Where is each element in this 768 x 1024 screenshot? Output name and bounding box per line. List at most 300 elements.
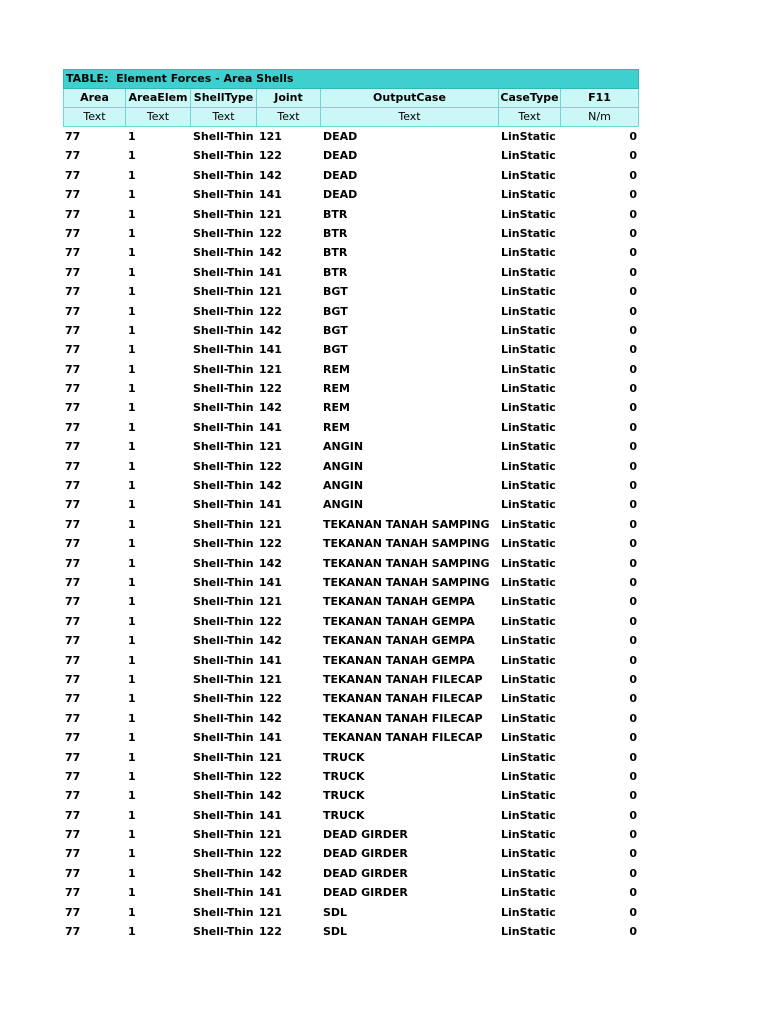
area-cell: 77 [65,188,81,202]
casetype-cell: LinStatic [501,304,556,318]
column-header-row [63,89,639,108]
joint-cell: 122 [259,847,282,861]
areaelem-cell: 1 [128,323,136,337]
outputcase-cell: REM [323,382,350,396]
units-header-row [63,108,639,127]
f11-cell: 0 [629,595,637,609]
areaelem-cell: 1 [128,226,136,240]
joint-cell: 121 [259,672,282,686]
shelltype-cell: Shell-Thin [193,847,254,861]
areaelem-cell: 1 [128,828,136,842]
casetype-cell: LinStatic [501,731,556,745]
shelltype-cell: Shell-Thin [193,382,254,396]
outputcase-cell: SDL [323,905,348,919]
outputcase-cell: TEKANAN TANAH SAMPING [323,517,490,531]
f11-cell: 0 [629,750,637,764]
areaelem-cell: 1 [128,866,136,880]
shelltype-cell: Shell-Thin [193,440,254,454]
table-row [63,263,639,282]
joint-cell: 142 [259,556,282,570]
joint-cell: 142 [259,789,282,803]
outputcase-cell: TEKANAN TANAH SAMPING [323,575,490,589]
joint-cell: 121 [259,285,282,299]
joint-cell: 121 [259,207,282,221]
outputcase-cell: REM [323,401,350,415]
area-cell: 77 [65,149,81,163]
table-row [63,340,639,359]
header-areaelem: AreaElem [126,89,191,108]
table-row [63,146,639,165]
area-cell: 77 [65,168,81,182]
shelltype-cell: Shell-Thin [193,188,254,202]
unit-casetype: Text [499,108,561,127]
area-cell: 77 [65,886,81,900]
areaelem-cell: 1 [128,285,136,299]
casetype-cell: LinStatic [501,886,556,900]
table-row [63,786,639,805]
header-casetype: CaseType [499,89,561,108]
casetype-cell: LinStatic [501,323,556,337]
area-cell: 77 [65,304,81,318]
joint-cell: 121 [259,362,282,376]
f11-cell: 0 [629,731,637,745]
f11-cell: 0 [629,556,637,570]
casetype-cell: LinStatic [501,711,556,725]
shelltype-cell: Shell-Thin [193,226,254,240]
areaelem-cell: 1 [128,401,136,415]
areaelem-cell: 1 [128,207,136,221]
outputcase-cell: BGT [323,285,348,299]
table-row [63,224,639,243]
outputcase-cell: DEAD GIRDER [323,828,408,842]
unit-outputcase: Text [321,108,499,127]
area-cell: 77 [65,537,81,551]
casetype-cell: LinStatic [501,382,556,396]
joint-cell: 141 [259,886,282,900]
f11-cell: 0 [629,517,637,531]
f11-cell: 0 [629,672,637,686]
table-row [63,321,639,340]
casetype-cell: LinStatic [501,479,556,493]
shelltype-cell: Shell-Thin [193,420,254,434]
table-row [63,612,639,631]
joint-cell: 141 [259,188,282,202]
table-row [63,127,639,146]
f11-cell: 0 [629,653,637,667]
areaelem-cell: 1 [128,789,136,803]
shelltype-cell: Shell-Thin [193,866,254,880]
joint-cell: 142 [259,401,282,415]
shelltype-cell: Shell-Thin [193,479,254,493]
area-cell: 77 [65,323,81,337]
f11-cell: 0 [629,285,637,299]
outputcase-cell: REM [323,420,350,434]
area-cell: 77 [65,731,81,745]
areaelem-cell: 1 [128,343,136,357]
outputcase-cell: TEKANAN TANAH GEMPA [323,634,475,648]
area-cell: 77 [65,517,81,531]
casetype-cell: LinStatic [501,769,556,783]
area-cell: 77 [65,343,81,357]
areaelem-cell: 1 [128,556,136,570]
area-cell: 77 [65,382,81,396]
joint-cell: 141 [259,731,282,745]
header-f11: F11 [561,89,639,108]
casetype-cell: LinStatic [501,556,556,570]
area-cell: 77 [65,847,81,861]
area-cell: 77 [65,711,81,725]
casetype-cell: LinStatic [501,925,556,939]
area-cell: 77 [65,575,81,589]
f11-cell: 0 [629,323,637,337]
f11-cell: 0 [629,769,637,783]
outputcase-cell: ANGIN [323,498,364,512]
shelltype-cell: Shell-Thin [193,672,254,686]
areaelem-cell: 1 [128,692,136,706]
f11-cell: 0 [629,226,637,240]
shelltype-cell: Shell-Thin [193,362,254,376]
casetype-cell: LinStatic [501,401,556,415]
areaelem-cell: 1 [128,498,136,512]
outputcase-cell: DEAD GIRDER [323,847,408,861]
shelltype-cell: Shell-Thin [193,653,254,667]
outputcase-cell: TRUCK [323,750,365,764]
joint-cell: 122 [259,537,282,551]
area-cell: 77 [65,246,81,260]
f11-cell: 0 [629,188,637,202]
areaelem-cell: 1 [128,440,136,454]
outputcase-cell: DEAD [323,149,358,163]
outputcase-cell: DEAD GIRDER [323,866,408,880]
area-cell: 77 [65,479,81,493]
outputcase-cell: TEKANAN TANAH GEMPA [323,595,475,609]
shelltype-cell: Shell-Thin [193,537,254,551]
table-row [63,205,639,224]
table-row [63,864,639,883]
shelltype-cell: Shell-Thin [193,828,254,842]
area-cell: 77 [65,207,81,221]
casetype-cell: LinStatic [501,634,556,648]
joint-cell: 142 [259,323,282,337]
area-cell: 77 [65,459,81,473]
outputcase-cell: REM [323,362,350,376]
table-row [63,185,639,204]
shelltype-cell: Shell-Thin [193,595,254,609]
table-row [63,728,639,747]
area-cell: 77 [65,789,81,803]
casetype-cell: LinStatic [501,440,556,454]
areaelem-cell: 1 [128,595,136,609]
f11-cell: 0 [629,168,637,182]
shelltype-cell: Shell-Thin [193,149,254,163]
outputcase-cell: DEAD [323,168,358,182]
outputcase-cell: TEKANAN TANAH FILECAP [323,731,483,745]
joint-cell: 122 [259,925,282,939]
area-cell: 77 [65,808,81,822]
areaelem-cell: 1 [128,517,136,531]
areaelem-cell: 1 [128,537,136,551]
areaelem-cell: 1 [128,246,136,260]
casetype-cell: LinStatic [501,362,556,376]
casetype-cell: LinStatic [501,207,556,221]
f11-cell: 0 [629,537,637,551]
outputcase-cell: BGT [323,323,348,337]
table-row [63,883,639,902]
outputcase-cell: TEKANAN TANAH SAMPING [323,556,490,570]
f11-cell: 0 [629,828,637,842]
shelltype-cell: Shell-Thin [193,498,254,512]
outputcase-cell: DEAD [323,130,358,143]
joint-cell: 142 [259,634,282,648]
shelltype-cell: Shell-Thin [193,285,254,299]
header-area: Area [63,89,126,108]
casetype-cell: LinStatic [501,498,556,512]
area-cell: 77 [65,401,81,415]
f11-cell: 0 [629,479,637,493]
joint-cell: 121 [259,595,282,609]
f11-cell: 0 [629,847,637,861]
casetype-cell: LinStatic [501,575,556,589]
table-row [63,825,639,844]
casetype-cell: LinStatic [501,537,556,551]
areaelem-cell: 1 [128,304,136,318]
casetype-cell: LinStatic [501,866,556,880]
f11-cell: 0 [629,866,637,880]
casetype-cell: LinStatic [501,459,556,473]
joint-cell: 121 [259,517,282,531]
f11-cell: 0 [629,362,637,376]
area-cell: 77 [65,420,81,434]
shelltype-cell: Shell-Thin [193,304,254,318]
area-cell: 77 [65,614,81,628]
f11-cell: 0 [629,692,637,706]
table-row [63,437,639,456]
joint-cell: 141 [259,808,282,822]
shelltype-cell: Shell-Thin [193,343,254,357]
outputcase-cell: BTR [323,226,348,240]
shelltype-cell: Shell-Thin [193,130,254,143]
f11-cell: 0 [629,575,637,589]
joint-cell: 121 [259,130,282,143]
outputcase-cell: TRUCK [323,769,365,783]
f11-cell: 0 [629,382,637,396]
table-row [63,476,639,495]
shelltype-cell: Shell-Thin [193,614,254,628]
areaelem-cell: 1 [128,362,136,376]
casetype-cell: LinStatic [501,188,556,202]
outputcase-cell: DEAD GIRDER [323,886,408,900]
casetype-cell: LinStatic [501,614,556,628]
table-row [63,282,639,301]
f11-cell: 0 [629,440,637,454]
areaelem-cell: 1 [128,634,136,648]
area-cell: 77 [65,440,81,454]
outputcase-cell: DEAD [323,188,358,202]
f11-cell: 0 [629,634,637,648]
shelltype-cell: Shell-Thin [193,459,254,473]
areaelem-cell: 1 [128,188,136,202]
casetype-cell: LinStatic [501,653,556,667]
area-cell: 77 [65,265,81,279]
areaelem-cell: 1 [128,750,136,764]
areaelem-cell: 1 [128,731,136,745]
shelltype-cell: Shell-Thin [193,517,254,531]
joint-cell: 142 [259,479,282,493]
areaelem-cell: 1 [128,614,136,628]
shelltype-cell: Shell-Thin [193,731,254,745]
f11-cell: 0 [629,789,637,803]
table-row [63,903,639,922]
casetype-cell: LinStatic [501,808,556,822]
casetype-cell: LinStatic [501,420,556,434]
joint-cell: 122 [259,149,282,163]
area-cell: 77 [65,226,81,240]
joint-cell: 121 [259,750,282,764]
table-row [63,457,639,476]
areaelem-cell: 1 [128,130,136,143]
joint-cell: 121 [259,440,282,454]
joint-cell: 141 [259,653,282,667]
casetype-cell: LinStatic [501,828,556,842]
f11-cell: 0 [629,925,637,939]
area-cell: 77 [65,653,81,667]
table-row [63,495,639,514]
area-cell: 77 [65,672,81,686]
outputcase-cell: BTR [323,246,348,260]
areaelem-cell: 1 [128,420,136,434]
table-row [63,398,639,417]
shelltype-cell: Shell-Thin [193,207,254,221]
shelltype-cell: Shell-Thin [193,168,254,182]
shelltype-cell: Shell-Thin [193,711,254,725]
shelltype-cell: Shell-Thin [193,246,254,260]
areaelem-cell: 1 [128,711,136,725]
casetype-cell: LinStatic [501,130,556,143]
outputcase-cell: ANGIN [323,459,364,473]
casetype-cell: LinStatic [501,672,556,686]
area-cell: 77 [65,828,81,842]
casetype-cell: LinStatic [501,692,556,706]
outputcase-cell: SDL [323,925,348,939]
joint-cell: 141 [259,420,282,434]
area-cell: 77 [65,866,81,880]
table-row [63,844,639,863]
outputcase-cell: TEKANAN TANAH FILECAP [323,672,483,686]
casetype-cell: LinStatic [501,265,556,279]
casetype-cell: LinStatic [501,168,556,182]
table-row [63,379,639,398]
unit-areaelem: Text [126,108,191,127]
casetype-cell: LinStatic [501,285,556,299]
joint-cell: 121 [259,828,282,842]
area-cell: 77 [65,595,81,609]
areaelem-cell: 1 [128,886,136,900]
shelltype-cell: Shell-Thin [193,401,254,415]
outputcase-cell: TEKANAN TANAH GEMPA [323,614,475,628]
f11-cell: 0 [629,886,637,900]
joint-cell: 141 [259,498,282,512]
table-row [63,922,639,941]
unit-f11: N/m [561,108,639,127]
areaelem-cell: 1 [128,769,136,783]
table-row [63,631,639,650]
f11-cell: 0 [629,905,637,919]
f11-cell: 0 [629,246,637,260]
joint-cell: 142 [259,866,282,880]
shelltype-cell: Shell-Thin [193,634,254,648]
area-cell: 77 [65,750,81,764]
table-row [63,767,639,786]
casetype-cell: LinStatic [501,343,556,357]
shelltype-cell: Shell-Thin [193,265,254,279]
table-row [63,689,639,708]
area-cell: 77 [65,905,81,919]
header-joint: Joint [257,89,321,108]
casetype-cell: LinStatic [501,246,556,260]
joint-cell: 122 [259,226,282,240]
joint-cell: 122 [259,769,282,783]
table-row [63,573,639,592]
areaelem-cell: 1 [128,905,136,919]
table-row [63,670,639,689]
outputcase-cell: TRUCK [323,789,365,803]
table-row [63,748,639,767]
outputcase-cell: BTR [323,265,348,279]
joint-cell: 122 [259,459,282,473]
table-row [63,360,639,379]
areaelem-cell: 1 [128,265,136,279]
casetype-cell: LinStatic [501,149,556,163]
f11-cell: 0 [629,420,637,434]
shelltype-cell: Shell-Thin [193,886,254,900]
unit-shelltype: Text [191,108,257,127]
joint-cell: 142 [259,168,282,182]
table-row [63,554,639,573]
table-row [63,515,639,534]
f11-cell: 0 [629,498,637,512]
shelltype-cell: Shell-Thin [193,692,254,706]
area-cell: 77 [65,925,81,939]
areaelem-cell: 1 [128,479,136,493]
f11-cell: 0 [629,130,637,143]
area-cell: 77 [65,692,81,706]
f11-cell: 0 [629,711,637,725]
element-forces-table [63,69,639,941]
f11-cell: 0 [629,614,637,628]
outputcase-cell: ANGIN [323,479,364,493]
joint-cell: 141 [259,343,282,357]
areaelem-cell: 1 [128,382,136,396]
table-body [63,127,639,941]
joint-cell: 122 [259,304,282,318]
area-cell: 77 [65,634,81,648]
shelltype-cell: Shell-Thin [193,808,254,822]
shelltype-cell: Shell-Thin [193,750,254,764]
shelltype-cell: Shell-Thin [193,925,254,939]
areaelem-cell: 1 [128,149,136,163]
casetype-cell: LinStatic [501,517,556,531]
outputcase-cell: TEKANAN TANAH SAMPING [323,537,490,551]
shelltype-cell: Shell-Thin [193,769,254,783]
joint-cell: 122 [259,614,282,628]
table-row [63,534,639,553]
joint-cell: 122 [259,382,282,396]
areaelem-cell: 1 [128,575,136,589]
joint-cell: 122 [259,692,282,706]
table-row [63,651,639,670]
outputcase-cell: TEKANAN TANAH FILECAP [323,711,483,725]
table-title: TABLE: Element Forces - Area Shells [63,69,639,89]
